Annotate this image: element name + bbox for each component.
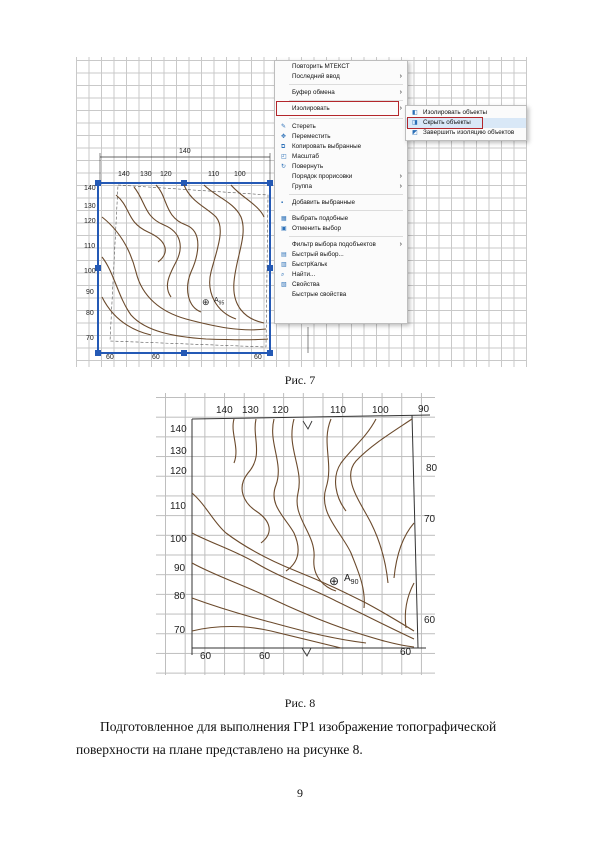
menu-item-draw-order[interactable]: Порядок прорисовки › bbox=[292, 173, 402, 180]
chevron-right-icon: › bbox=[399, 183, 402, 190]
fig8-bottom-label: 60 bbox=[400, 647, 412, 658]
menu-item-quick-properties[interactable]: Быстрые свойства bbox=[292, 291, 347, 298]
fig8-top-label: 100 bbox=[372, 405, 389, 416]
menu-item-rotate[interactable]: ↻ Повернуть bbox=[281, 163, 324, 170]
properties-icon: ▧ bbox=[281, 282, 287, 288]
menu-item-quickcalc[interactable]: ▥ БыстрКальк bbox=[281, 261, 328, 268]
submenu-item-hide-objects[interactable]: ◨ Скрыть объекты bbox=[406, 118, 526, 128]
chevron-right-icon: › bbox=[399, 89, 402, 96]
menu-item-move[interactable]: ✥ Переместить bbox=[281, 133, 331, 140]
chevron-right-icon: › bbox=[399, 105, 402, 112]
fig7-left-label: 140 bbox=[84, 185, 96, 192]
fig8-left-label: 100 bbox=[170, 534, 187, 545]
body-paragraph-line-1: Подготовленное для выполнения ГР1 изображение топографической bbox=[100, 719, 497, 734]
chevron-right-icon: › bbox=[399, 241, 402, 248]
hide-icon: ◨ bbox=[412, 120, 418, 126]
figure-8-caption: Рис. 8 bbox=[284, 696, 316, 710]
context-menu bbox=[274, 60, 408, 324]
fig8-point-label: $A_{90}$ bbox=[344, 573, 359, 586]
fig7-top-label: 130 bbox=[140, 171, 152, 178]
copy-icon: ⧉ bbox=[281, 144, 286, 150]
menu-separator bbox=[289, 210, 403, 211]
menu-item-repeat-mtext[interactable]: Повторить МТЕКСТ bbox=[292, 63, 350, 70]
fig8-top-label: 120 bbox=[272, 405, 289, 416]
menu-item-recent-input[interactable]: Последний ввод › bbox=[292, 73, 402, 80]
fig8-right-label: 70 bbox=[424, 514, 436, 525]
fig8-left-label: 130 bbox=[170, 446, 187, 457]
menu-item-subobject-filter[interactable]: Фильтр выбора подобъектов › bbox=[292, 241, 402, 248]
menu-item-properties[interactable]: ▧ Свойства bbox=[281, 281, 320, 288]
deselect-icon: ▣ bbox=[281, 226, 287, 232]
page-number: 9 bbox=[297, 786, 303, 800]
fig7-top-label: 140 bbox=[118, 171, 130, 178]
quickcalc-icon: ▥ bbox=[281, 262, 287, 268]
fig8-right-label: 80 bbox=[426, 463, 438, 474]
submenu-item-end-isolation[interactable]: ◩ Завершить изоляцию объектов bbox=[412, 129, 515, 136]
body-paragraph-line-2: поверхности на плане представлено на рисунке 8. bbox=[76, 742, 363, 757]
fig7-top-label: 110 bbox=[208, 171, 220, 178]
fig7-left-label: 110 bbox=[84, 243, 96, 250]
figure-7-screenshot bbox=[76, 57, 527, 367]
svg-text:⊕: ⊕ bbox=[202, 297, 210, 307]
isolate-submenu bbox=[405, 105, 527, 141]
fig7-left-label: 90 bbox=[86, 289, 94, 296]
menu-item-copy-selected[interactable]: ⧉ Копировать выбранные bbox=[281, 143, 362, 150]
select-similar-icon: ▦ bbox=[281, 216, 287, 222]
fig7-bottom-label: 60 bbox=[152, 354, 160, 361]
fig8-left-label: 120 bbox=[170, 466, 187, 477]
fig7-bottom-label: 60 bbox=[254, 354, 262, 361]
figure-8-contour-map bbox=[156, 393, 438, 675]
menu-item-clipboard[interactable]: Буфер обмена › bbox=[292, 89, 402, 96]
figure-8-drawing bbox=[156, 393, 438, 675]
fig8-left-label: 110 bbox=[170, 501, 186, 512]
menu-item-group[interactable]: Группа › bbox=[292, 183, 402, 190]
move-icon: ✥ bbox=[281, 134, 287, 140]
menu-item-deselect[interactable]: ▣ Отменить выбор bbox=[281, 225, 342, 232]
menu-separator bbox=[289, 84, 403, 85]
fig8-left-label: 80 bbox=[174, 591, 186, 602]
fig8-top-label: 140 bbox=[216, 405, 233, 416]
fig8-left-label: 70 bbox=[174, 625, 186, 636]
menu-item-find[interactable]: ⌕ Найти... bbox=[281, 271, 316, 278]
fig7-left-label: 80 bbox=[86, 310, 94, 317]
fig8-right-label: 60 bbox=[424, 615, 436, 626]
rotate-icon: ↻ bbox=[281, 164, 287, 170]
add-selected-icon: ▪ bbox=[281, 200, 284, 206]
fig8-top-label: 110 bbox=[330, 405, 346, 416]
fig7-point-label: $A_{95}$ bbox=[214, 297, 225, 307]
fig8-left-label: 90 bbox=[174, 563, 186, 574]
quick-select-icon: ▤ bbox=[281, 252, 287, 258]
chevron-right-icon: › bbox=[399, 173, 402, 180]
menu-item-isolate[interactable]: Изолировать › bbox=[292, 105, 402, 112]
eraser-icon: ✎ bbox=[281, 124, 287, 130]
fig7-bottom-label: 60 bbox=[106, 354, 114, 361]
menu-item-quick-select[interactable]: ▤ Быстрый выбор... bbox=[281, 251, 344, 258]
menu-separator bbox=[289, 118, 403, 119]
fig7-left-label: 120 bbox=[84, 218, 96, 225]
end-isolation-icon: ◩ bbox=[412, 130, 418, 136]
fig8-left-label: 140 bbox=[170, 424, 187, 435]
find-icon: ⌕ bbox=[281, 272, 285, 278]
submenu-item-isolate-objects[interactable]: ◧ Изолировать объекты bbox=[412, 109, 488, 116]
fig7-left-label: 70 bbox=[86, 335, 94, 342]
menu-separator bbox=[289, 194, 403, 195]
fig7-top-label: 120 bbox=[160, 171, 172, 178]
isolate-icon: ◧ bbox=[412, 110, 418, 116]
chevron-right-icon: › bbox=[399, 73, 402, 80]
fig7-top-label: 100 bbox=[234, 171, 246, 178]
menu-item-scale[interactable]: ◰ Масштаб bbox=[281, 153, 319, 160]
menu-item-erase[interactable]: ✎ Стереть bbox=[281, 123, 316, 130]
fig8-bottom-label: 60 bbox=[200, 651, 212, 662]
fig7-left-label: 130 bbox=[84, 203, 96, 210]
figure-7-caption: Рис. 7 bbox=[284, 373, 316, 387]
menu-separator bbox=[289, 236, 403, 237]
fig8-top-label: 90 bbox=[418, 404, 430, 415]
svg-text:⊕: ⊕ bbox=[329, 574, 340, 588]
fig7-dimension-label: 140 bbox=[179, 148, 191, 155]
scale-icon: ◰ bbox=[281, 154, 287, 160]
menu-item-add-selected[interactable]: ▪ Добавить выбранные bbox=[281, 199, 356, 206]
fig8-top-label: 130 bbox=[242, 405, 259, 416]
isolate-highlight bbox=[276, 101, 399, 116]
fig7-left-label: 100 bbox=[84, 268, 96, 275]
menu-item-select-similar[interactable]: ▦ Выбрать подобные bbox=[281, 215, 349, 222]
fig8-bottom-label: 60 bbox=[259, 651, 271, 662]
